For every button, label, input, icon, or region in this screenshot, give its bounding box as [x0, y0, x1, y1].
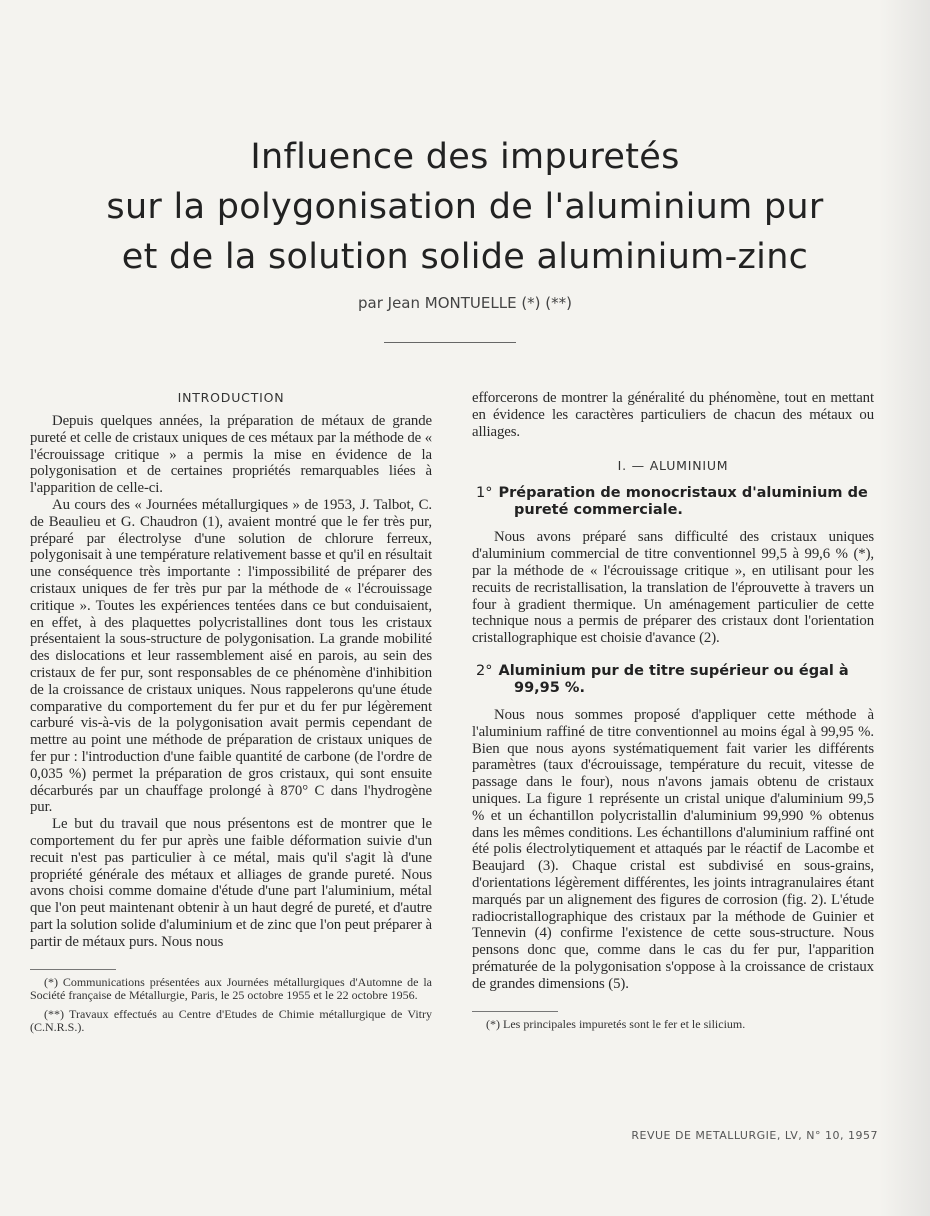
title-line-2: sur la polygonisation de l'aluminium pur: [106, 187, 824, 227]
footnote-2: (**) Travaux effectués au Centre d'Etudes de Chimie métallurgique de Vitry (C.N.R.S.).: [30, 1006, 432, 1034]
right-column: [472, 390, 874, 1037]
right-footnote-divider: [472, 1011, 558, 1012]
footnote-1: (*) Communications présentées aux Journées métallurgiques d'Automne de la Société française de Métallurgie, Paris, le 25 octobre 1955 et le 22 octobre 1956.: [30, 974, 432, 1002]
intro-paragraph-3: Le but du travail que nous présentons est de montrer que le comportement du fer pur après une faible déformation suivie d'un recuit n'est pas particulier à ce métal, mais qu'il s'agit là d'une propriété générale des métaux et alliages de grande pureté. Nous avons choisi comme domaine d'étude d'une part l'aluminium, métal que l'on peut maintenant obtenir à un haut degré de pureté, et d'autre part la solution solide d'aluminium et de zinc que l'on peut préparer à partir de métaux purs. Nous nous: [30, 816, 432, 950]
article-title: [60, 132, 870, 282]
subsection-2-heading: [472, 663, 874, 697]
left-column: [30, 380, 432, 1040]
title-line-3: et de la solution solide aluminium-zinc: [121, 237, 809, 277]
subsection-2-number: 2°: [476, 662, 493, 679]
subsection-1-text: Nous avons préparé sans difficulté des cristaux uniques d'aluminium commercial de titre conventionnel 99,5 à 99,6 % (*), par la méthode de « l'écrouissage critique », en utilisant pour les recuits de recristallisation, la translation de l'éprouvette à travers un four à gradient thermique. Un aménagement particulier de cette technique nous a permis de préparer des cristaux dont l'orientation cristallographique est choisie d'avance (2).: [472, 529, 874, 647]
intro-continuation: efforcerons de montrer la généralité du phénomène, tout en mettant en évidence les caractères particuliers de chacun des métaux ou alliages.: [472, 390, 874, 440]
subsection-1-heading: [472, 485, 874, 519]
page-edge-shadow: [880, 0, 930, 1216]
intro-paragraph-1: Depuis quelques années, la préparation de métaux de grande pureté et celle de cristaux uniques de ces métaux par la méthode de « l'écrouissage critique » a permis la mise en évidence de la polygonisation et de certaines propriétés remarquables liées à l'apparition de celle-ci.: [30, 413, 432, 497]
subsection-1-number: 1°: [476, 485, 493, 502]
footnote-divider: [30, 969, 116, 970]
section-heading-aluminium: I. — ALUMINIUM: [617, 458, 729, 474]
introduction-heading: INTRODUCTION: [177, 390, 285, 405]
title-line-1: Influence des impuretés: [250, 137, 680, 177]
author-line: par Jean MONTUELLE (*) (**): [358, 294, 572, 312]
right-footnote: (*) Les principales impuretés sont le fer et le silicium.: [486, 1016, 746, 1031]
intro-paragraph-2: Au cours des « Journées métallurgiques » de 1953, J. Talbot, C. de Beaulieu et G. Chaudron (1), avaient montré que le fer très pur, préparé par électrolyse d'une solution de chlorure ferreux, polygonisait à une température relativement basse et qu'il en résultait une conséquence très importante : l'impossibilité de préparer des cristaux uniques de fer très pur par la méthode de « l'écrouissage critique ». Toutes les expériences tentées dans ce but conduisaient, en effet, à des plaquettes polycristallines dont tous les cristaux présentaient la sous-structure de polygonisation. La grande mobilité des dislocations et leur rassemblement aisé en parois, au sein des cristaux de fer pur, sont responsables de ce phénomène d'inhibition de la croissance de cristaux uniques. Nous rappelerons qu'une étude comparative du comportement du fer pur et du fer pur légèrement carburé vis-à-vis de la polygonisation avait permis cependant de mettre au point une méthode de préparation de cristaux uniques de fer pur : l'introduction d'une faible quantité de carbone (de l'ordre de 0,035 %) permet la préparation de gros cristaux, qui sont ensuite décarburés par un chauffage prolongé à 870° C dans l'hydrogène pur.: [30, 496, 432, 816]
subsection-2-text: Nous nous sommes proposé d'appliquer cette méthode à l'aluminium raffiné de titre conventionnel au moins égal à 99,95 %. Bien que nous ayons systématiquement fait varier les différents paramètres (taux d'écrouissage, température du recuit, vitesse de passage dans le four), nous n'avons jamais obtenu de cristaux uniques. La figure 1 représente un cristal unique d'aluminium 99,5 % et un échantillon polycristallin d'aluminium 99,990 % obtenus dans les mêmes conditions. Les échantillons d'aluminium raffiné ont été polis électrolytiquement et attaqués par le réactif de Lacombe et Beaujard (3). Chaque cristal est subdivisé en sous-grains, d'orientations légèrement différentes, les joints intragranulaires étant marqués par un alignement des figures de corrosion (fig. 2). L'étude radiocristallographique des cristaux par la méthode de Guinier et Tennevin (4) confirme l'existence de cette sous-structure. Nous pensons donc que, comme dans le cas du fer pur, l'apparition prématurée de la polygonisation s'oppose à la croissance de cristaux de grandes dimensions (5).: [472, 706, 874, 992]
subsection-1-title: Préparation de monocristaux d'aluminium de pureté commerciale.: [498, 485, 868, 519]
journal-reference: REVUE DE METALLURGIE, LV, N° 10, 1957: [631, 1129, 878, 1142]
subsection-2-title: Aluminium pur de titre supérieur ou égal à 99,95 %.: [498, 662, 849, 696]
title-divider: [384, 342, 516, 343]
